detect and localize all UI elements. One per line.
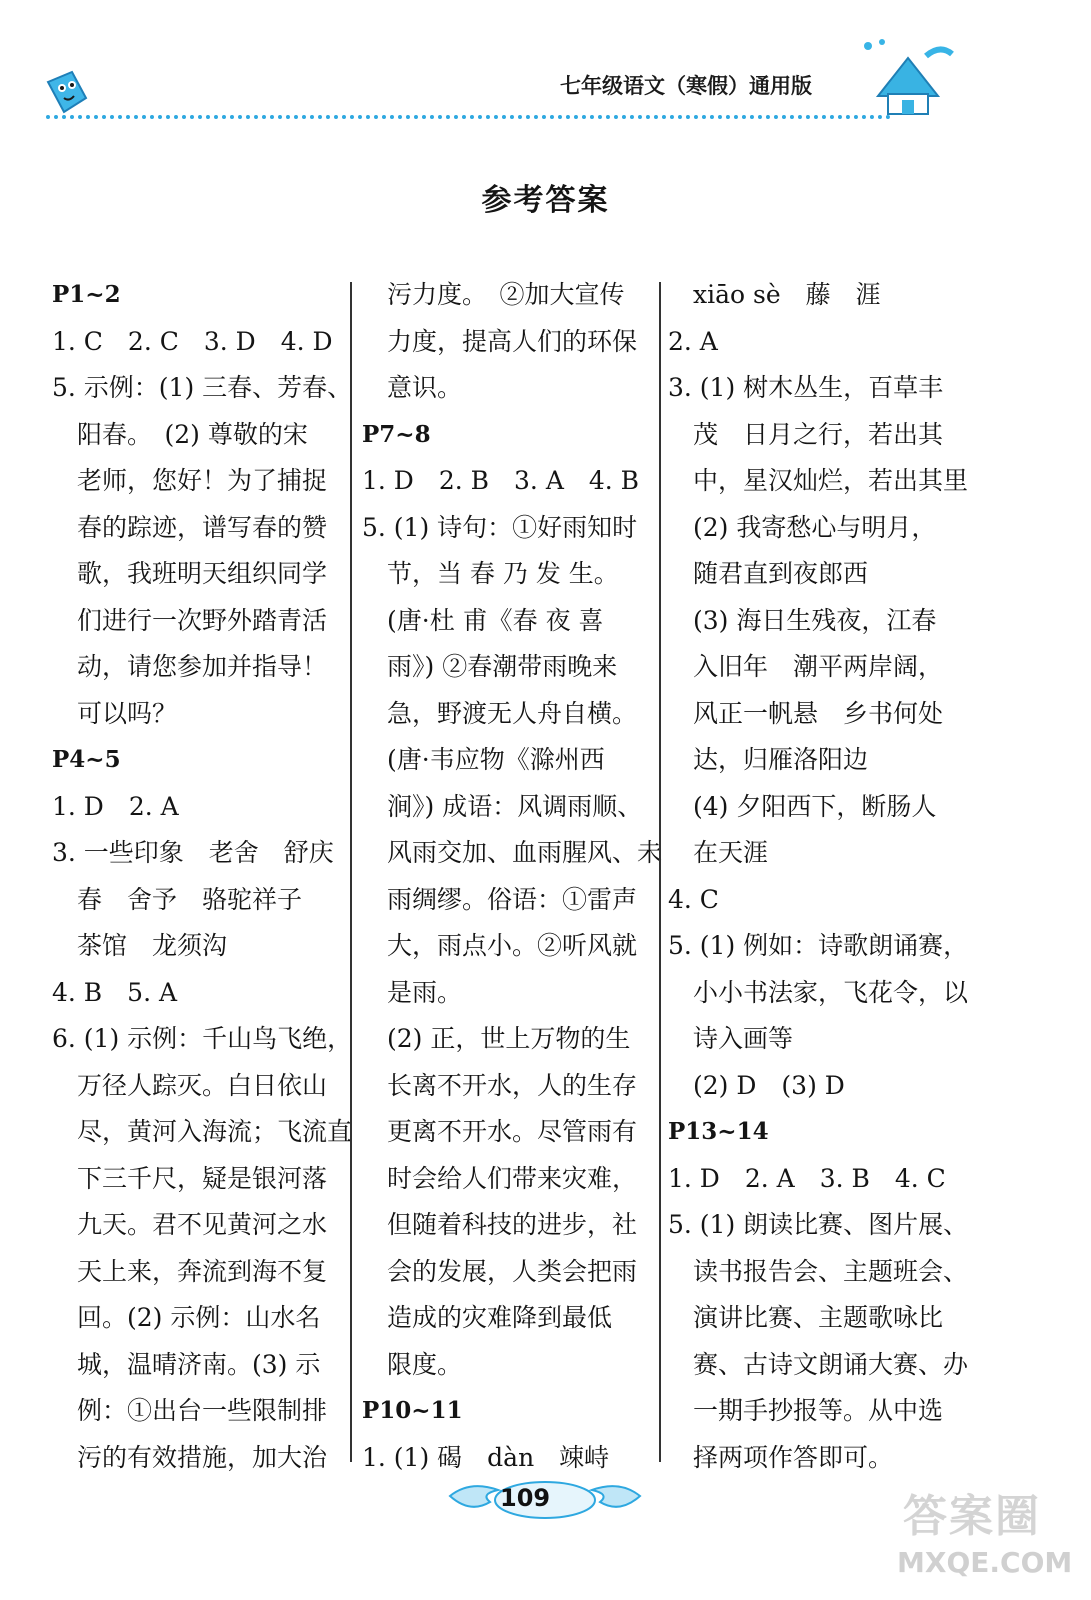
answer-column-3	[668, 272, 978, 1481]
answer-line: (4) 夕阳西下，断肠人	[668, 791, 937, 821]
answer-line: 们进行一次野外踏青活	[52, 605, 328, 635]
column-divider	[350, 282, 352, 1462]
answer-line: 小小书法家，飞花令，以	[668, 977, 969, 1007]
answer-line: 力度，提高人们的环保	[362, 326, 638, 356]
answer-line: 例：①出台一些限制排	[52, 1396, 328, 1425]
answer-line: 诗入画等	[668, 1024, 794, 1053]
page-header	[0, 0, 1091, 130]
answer-line: 5. (1) 朗读比赛、图片展、	[668, 1210, 969, 1239]
answer-line: 1. C 2. C 3. D 4. D	[52, 326, 333, 356]
answer-line: 但随着科技的进步，社	[362, 1210, 638, 1239]
answer-line: 大，雨点小。②听风就	[362, 931, 638, 960]
answer-line: 5. (1) 诗句：①好雨知时	[362, 512, 638, 542]
answer-line: (2) 正，世上万物的生	[362, 1024, 631, 1053]
answer-line: 6. (1) 示例：千山鸟飞绝，	[52, 1024, 353, 1053]
answer-line: 歌，我班明天组织同学	[52, 559, 328, 588]
answer-line: 茂 日月之行，若出其	[668, 419, 944, 449]
page-title: 参考答案	[481, 183, 610, 218]
answer-line: 尽，黄河入海流；飞流直	[52, 1117, 353, 1146]
answer-line: 择两项作答即可。	[668, 1442, 894, 1472]
section-heading: P10~11	[362, 1397, 463, 1424]
answer-line: 动，请您参加并指导！	[52, 652, 328, 681]
answer-line: 4. C	[668, 884, 719, 914]
answer-line: 会的发展，人类会把雨	[362, 1256, 638, 1286]
answer-line: 下三千尺，疑是银河落	[52, 1163, 328, 1193]
answer-line: 春的踪迹，谱写春的赞	[52, 512, 328, 542]
answer-line: 1. D 2. A 3. B 4. C	[668, 1163, 946, 1193]
answer-line: 茶馆 龙须沟	[52, 931, 228, 960]
answer-line: 是雨。	[362, 977, 463, 1007]
answer-line: 更离不开水。尽管雨有	[362, 1117, 638, 1146]
answer-line: 入旧年 潮平两岸阔，	[668, 652, 944, 681]
header-divider	[46, 115, 891, 119]
answer-line: 1. D 2. B 3. A 4. B	[362, 466, 640, 495]
answer-line: 2. A	[668, 326, 718, 356]
answer-line: 1. D 2. A	[52, 791, 179, 821]
book-title: 七年级语文（寒假）通用版	[560, 74, 812, 98]
column-divider	[659, 282, 661, 1462]
answer-column-2	[362, 272, 663, 1481]
answer-line: 3. 一些印象 老舍 舒庆	[52, 838, 334, 867]
answer-line: 九天。君不见黄河之水	[52, 1210, 328, 1239]
answer-line: 涧》) 成语：风调雨顺、	[362, 791, 643, 821]
answer-line: (唐·杜 甫《春 夜 喜	[362, 605, 604, 635]
answer-line: (3) 海日生残夜，江春	[668, 605, 937, 635]
answer-line: 雨》) ②春潮带雨晚来	[362, 652, 618, 681]
answer-line: 限度。	[362, 1349, 463, 1379]
section-heading: P13~14	[668, 1118, 769, 1145]
watermark-text: 答案圈	[903, 1491, 1041, 1542]
answer-line: 城，温晴济南。(3) 示	[52, 1349, 321, 1379]
watermark	[895, 1480, 1075, 1590]
answer-line: 风正一帆悬 乡书何处	[668, 698, 944, 728]
answer-line: 中，星汉灿烂，若出其里	[668, 466, 969, 495]
answer-line: 老师，您好！为了捕捉	[52, 466, 328, 495]
section-heading: P4~5	[52, 746, 121, 773]
answer-line: 急，野渡无人舟自横。	[362, 698, 638, 728]
pencil-mascot-icon	[42, 68, 92, 116]
answer-line: 5. 示例：(1) 三春、芳春、	[52, 373, 353, 402]
answer-line: 节，当 春 乃 发 生。	[362, 559, 619, 588]
section-heading: P1~2	[52, 281, 121, 308]
answer-line: 一期手抄报等。从中选	[668, 1396, 944, 1425]
answer-line: 回。(2) 示例：山水名	[52, 1303, 321, 1332]
answer-line: 5. (1) 例如：诗歌朗诵赛，	[668, 931, 969, 960]
answer-line: (唐·韦应物《滁州西	[362, 745, 605, 774]
answer-line: 演讲比赛、主题歌咏比	[668, 1303, 944, 1332]
answer-column-1	[52, 272, 352, 1481]
answer-line: 雨绸缪。俗语：①雷声	[362, 884, 638, 914]
answer-line: (2) D (3) D	[668, 1070, 845, 1100]
page-number: 109	[500, 1484, 551, 1512]
watermark-url: MXQE.COM	[897, 1546, 1073, 1579]
answer-line: 达，归雁洛阳边	[668, 745, 869, 774]
answer-line: 1. (1) 碣 dàn 竦峙	[362, 1442, 610, 1472]
answer-line: 风雨交加、血雨腥风、未	[362, 838, 663, 867]
answer-line: 赛、古诗文朗诵大赛、办	[668, 1349, 969, 1379]
answer-line: 时会给人们带来灾难，	[362, 1163, 638, 1193]
answer-line: 读书报告会、主题班会、	[668, 1256, 969, 1286]
answer-line: 长离不开水，人的生存	[362, 1070, 638, 1100]
section-heading: P7~8	[362, 420, 431, 448]
answer-line: 春 舍予 骆驼祥子	[52, 884, 303, 914]
answer-line: 污的有效措施，加大治	[52, 1442, 328, 1472]
answer-line: 天上来，奔流到海不复	[52, 1256, 328, 1286]
answer-line: 意识。	[362, 373, 463, 402]
answer-line: 阳春。 (2) 尊敬的宋	[52, 419, 308, 449]
answer-line: 可以吗？	[52, 698, 178, 728]
answer-line: 3. (1) 树木丛生，百草丰	[668, 373, 944, 402]
answer-line: xiāo sè 藤 涯	[668, 280, 881, 309]
house-icon	[856, 38, 956, 118]
answer-line: 随君直到夜郎西	[668, 559, 869, 588]
answer-line: 污力度。 ②加大宣传	[362, 280, 625, 309]
answer-line: 造成的灾难降到最低	[362, 1303, 613, 1332]
answer-line: (2) 我寄愁心与明月，	[668, 512, 937, 542]
answer-line: 4. B 5. A	[52, 977, 178, 1007]
answer-line: 在天涯	[668, 838, 769, 867]
answer-line: 万径人踪灭。白日依山	[52, 1070, 328, 1100]
